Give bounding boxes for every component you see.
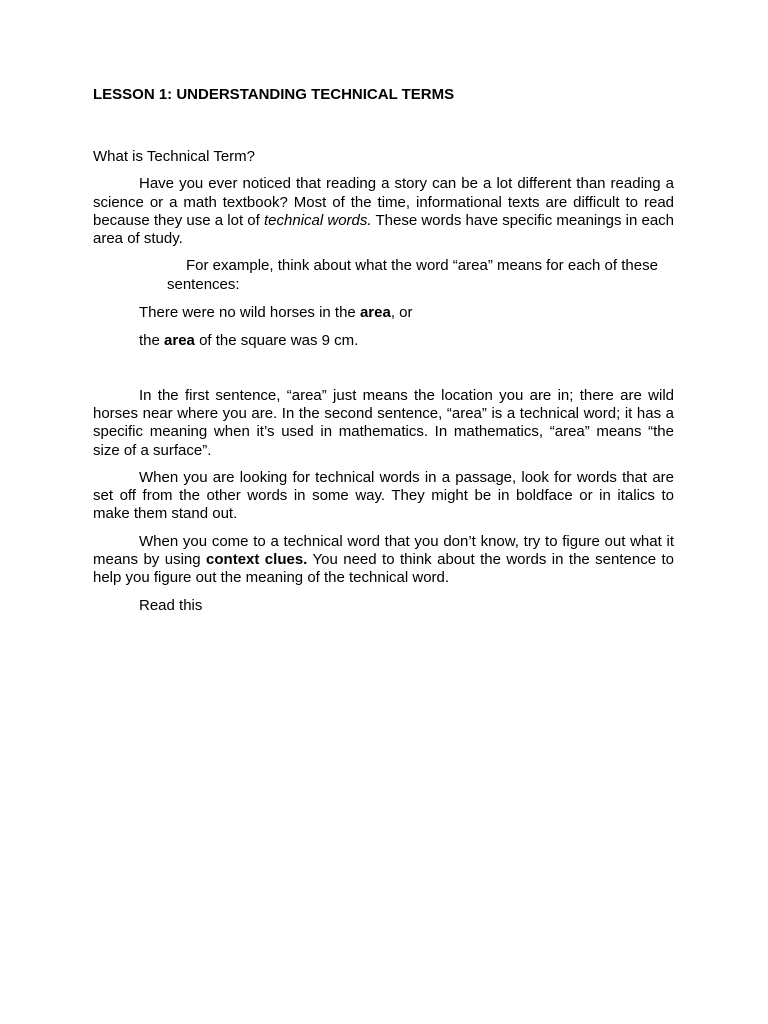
example-block — [167, 257, 674, 294]
lesson-title: LESSON 1: UNDERSTANDING TECHNICAL TERMS — [93, 86, 455, 103]
example-intro: For example, think about what the word “area” means for each of these sentences: — [167, 257, 658, 293]
sentence-1-bold-term: area — [359, 304, 391, 322]
sentence-2-start: the — [139, 332, 165, 350]
intro-text-end: These words have specific meanings in each area of study. — [93, 211, 674, 248]
looking-paragraph: When you are looking for technical words in a passage, look for words that are set off from the other words in some way. They might be in boldface or in italics to make them stand out. — [93, 468, 674, 523]
explanation-paragraph: In the first sentence, “area” just means the location you are in; there are wild horses near where you are. In the second sentence, “area” is a technical word; it has a specific meaning when it’s used in mathematics. In mathematics, “area” means “the size of a surface”. — [93, 386, 674, 459]
sentence-2-end: of the square was 9 cm. — [194, 332, 359, 350]
read-this-paragraph: Read this — [139, 596, 203, 614]
context-text-start: When you come to a technical word that you don’t know, try to figure out what it means by using — [93, 532, 674, 569]
sentence-2-bold-term: area — [164, 332, 195, 350]
example-sentence-1 — [139, 304, 674, 322]
context-text-end: You need to think about the words in the sentence to help you figure out the meaning of the technical word. — [93, 551, 675, 587]
intro-paragraph — [93, 175, 674, 248]
sentence-1-end: , or — [390, 304, 413, 322]
context-clues-bold-term: context clues. — [206, 551, 308, 569]
section-question: What is Technical Term? — [93, 148, 256, 165]
intro-text-start: Have you ever noticed that reading a story can be a lot different than reading a science or a math textbook? Most of the time, informational texts are difficult to read because they use a lot of — [93, 175, 674, 229]
document-body — [93, 86, 674, 615]
example-sentence-2 — [139, 332, 674, 350]
intro-italic-term: technical words. — [264, 211, 372, 229]
sentence-1-start: There were no wild horses in the — [139, 304, 360, 322]
context-clues-paragraph — [93, 533, 674, 588]
